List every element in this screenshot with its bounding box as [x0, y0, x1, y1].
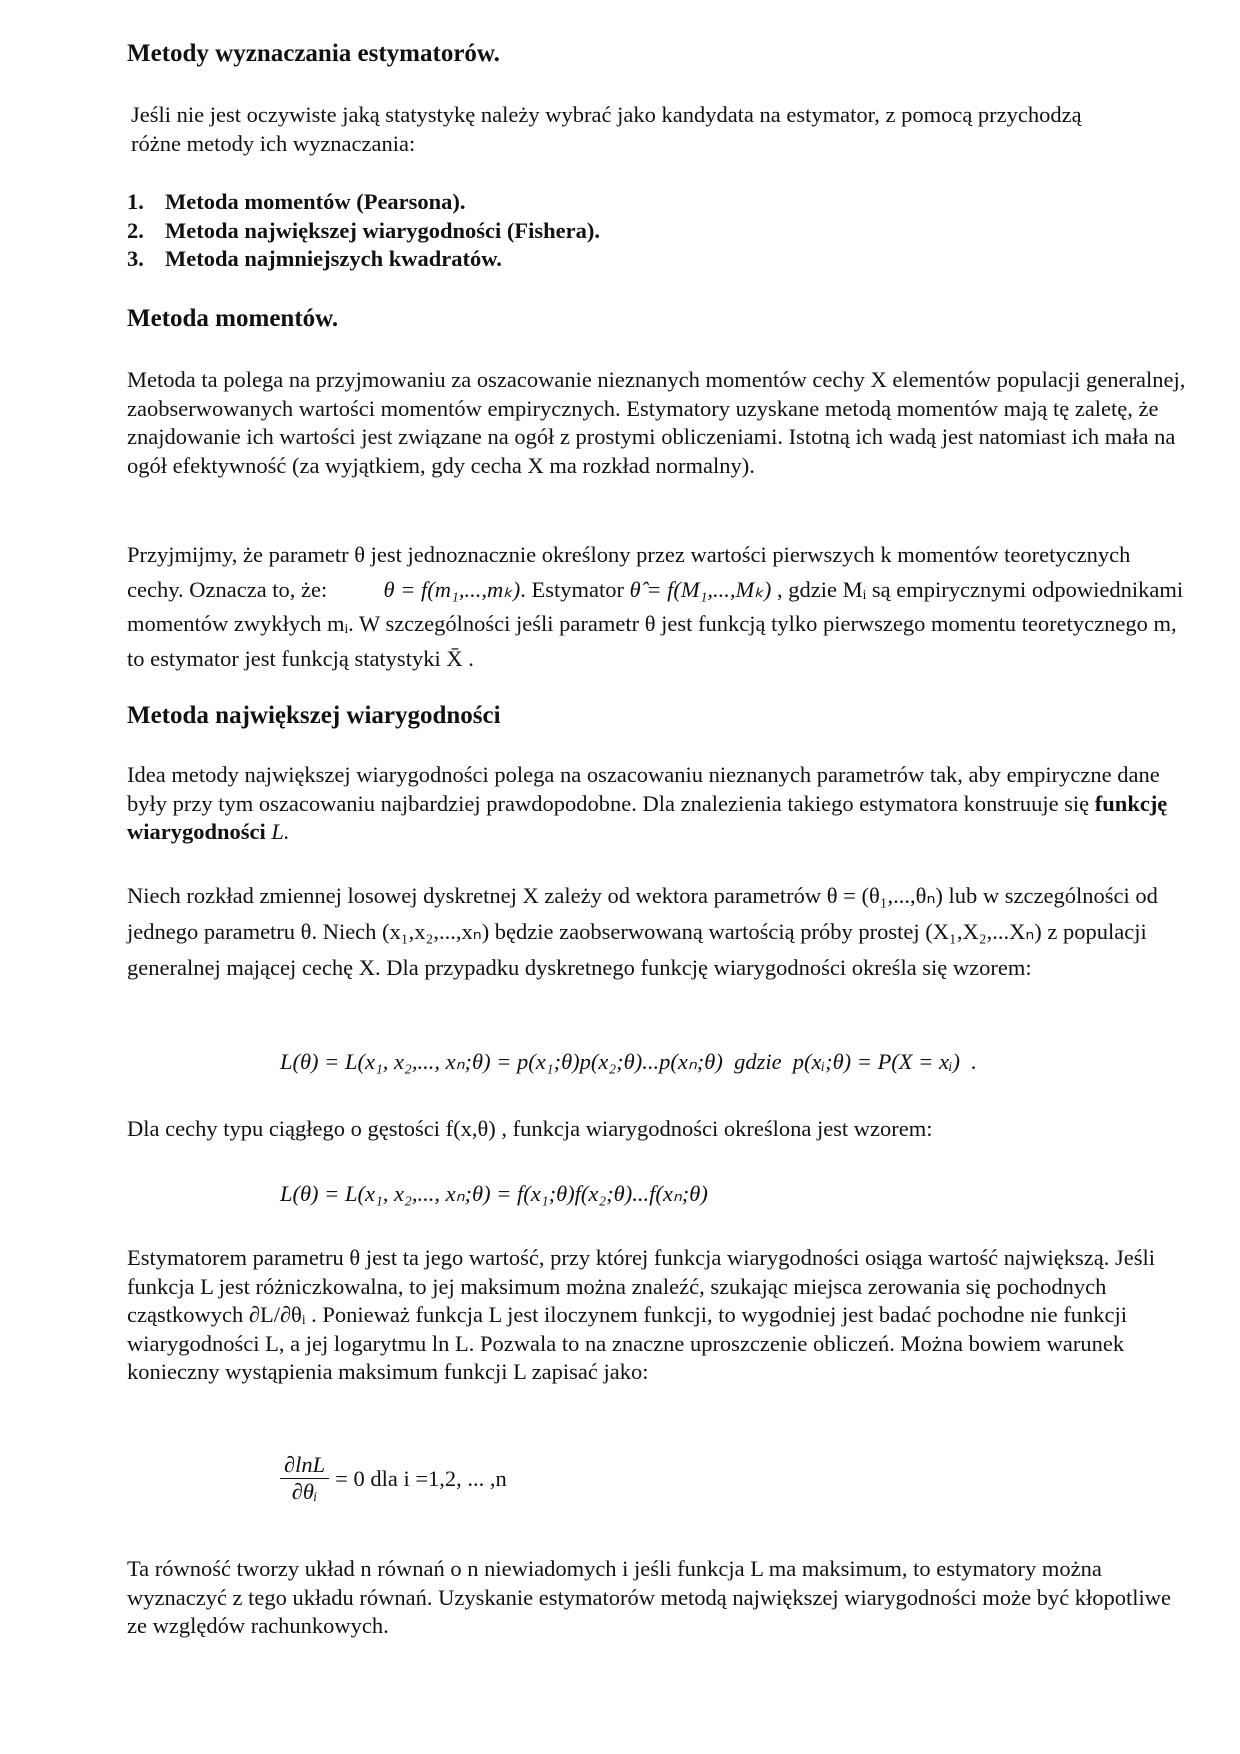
mle-paragraph-3: Dla cechy typu ciągłego o gęstości f(x,θ) , funkcja wiarygodności określona jest wzorem: — [127, 1116, 933, 1141]
moments-paragraph-1: Metoda ta polega na przyjmowaniu za oszacowanie nieznanych momentów cechy X elementów populacji generalnej, zaobserwowanych wartości momentów empirycznych. Estymatory uzyskane metodą momentów mają tę zaletę, że znajdowanie ich wartości jest związane na ogół z prostymi obliczeniami. Istotną ich wadą jest natomiast ich mała na ogół efektywność (za wyjątkiem, gdy cecha X ma rozkład normalny). — [127, 367, 1186, 478]
list-item: 1. Metoda momentów (Pearsona). — [127, 189, 466, 214]
list-item: 2. Metoda największej wiarygodności (Fishera). — [127, 217, 600, 243]
section-heading-moments: Metoda momentów. — [127, 305, 339, 332]
page-title: Metody wyznaczania estymatorów. — [127, 40, 500, 67]
mle-paragraph-5: Ta równość tworzy układ n równań o n niewiadomych i jeśli funkcja L ma maksimum, to estymatory można wyznaczyć z tego układu równań. Uzyskanie estymatorów metodą największej wiarygodności może być kłopotliwe ze względów rachunkowych. — [127, 1556, 1172, 1638]
continuous-likelihood-equation: L(θ) = L(x₁, x₂,..., xₙ;θ) = f(x₁;θ)f(x₂;θ)...f(xₙ;θ) — [280, 1181, 708, 1206]
methods-list — [127, 188, 1187, 274]
discrete-likelihood-equation: L(θ) = L(x₁, x₂,..., xₙ;θ) = p(x₁;θ)p(x₂;θ)...p(xₙ;θ) gdzie p(xᵢ;θ) = P(X = xᵢ) . — [280, 1049, 977, 1074]
mle-paragraph-4: Estymatorem parametru θ jest ta jego wartość, przy której funkcja wiarygodności osiąga wartość największą. Jeśli funkcja L jest różniczkowalna, to jej maksimum można znaleźć, szukając miejsca zerowania się pochodnych cząstkowych ∂L/∂θᵢ . Ponieważ funkcja L jest iloczynem funkcji, to wygodniej jest badać pochodne nie funkcji wiarygodności L, a jej logarytmu ln L. Pozwala to na znaczne uproszczenie obliczeń. Można bowiem warunek konieczny wystąpienia maksimum funkcji L zapisać jako: — [127, 1245, 1155, 1384]
log-likelihood-condition: $\frac{\partial\ln L}{\text{∂θᵢ}}$ = 0 dla i =1,2, ... ,n — [280, 1452, 507, 1505]
moments-paragraph-2: Przyjmijmy, że parametr θ jest jednoznacznie określony przez wartości pierwszych k momentów teoretycznych cechy. Oznacza to, że: θ = f(m₁,...,mₖ). Estymator θ̂ = f(M₁,...,Mₖ) , gdzie Mᵢ są empirycznymi odpowiednikami momentów zwykłych mᵢ. W szczególności jeśli parametr θ jest funkcją tylko pierwszego momentu teoretycznego m, to estymator jest funkcją statystyki X̄ . — [127, 542, 1184, 671]
intro-paragraph: Jeśli nie jest oczywiste jaką statystykę należy wybrać jako kandydata na estymator, z pomocą przychodzą różne metody ich wyznaczania: — [131, 102, 1082, 156]
moment-equation: θ = f(m₁,...,mₖ) — [383, 576, 521, 602]
estimator-equation: θ̂ = f(M₁,...,Mₖ) — [629, 576, 772, 602]
mle-paragraph-1: Idea metody największej wiarygodności polega na oszacowaniu nieznanych parametrów tak, aby empiryczne dane były przy tym oszacowaniu najbardziej prawdopodobne. Dla znalezienia takiego estymatora konstruuje się funkcję wiarygodności L. — [127, 762, 1168, 844]
mle-paragraph-2: Niech rozkład zmiennej losowej dyskretnej X zależy od wektora parametrów θ = (θ₁,...,θₙ) lub w szczególności od jednego parametru θ. Niech (x₁,x₂,...,xₙ) będzie zaobserwowaną wartością próby prostej (X₁,X₂,...Xₙ) z populacji generalnej mającej cechę X. Dla przypadku dyskretnego funkcję wiarygodności określa się wzorem: — [127, 883, 1158, 980]
list-item: 3. Metoda najmniejszych kwadratów. — [127, 246, 502, 271]
section-heading-mle: Metoda największej wiarygodności — [127, 702, 501, 729]
